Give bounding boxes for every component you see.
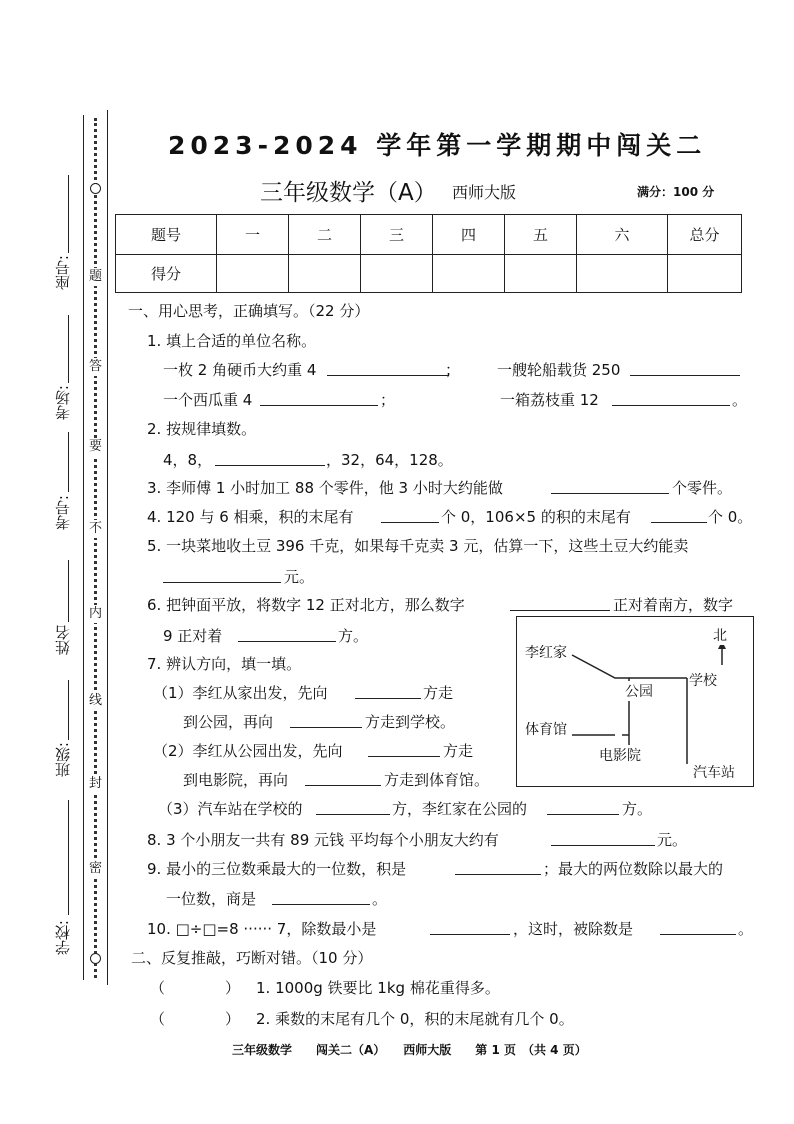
binding-hole-top [90, 183, 101, 194]
q1-text: 1. 填上合适的单位名称。 [147, 332, 317, 350]
seal-char-1: 题 [89, 269, 103, 284]
section2-heading: 二、反复推敲，巧断对错。（10 分） [131, 949, 373, 967]
score-cell[interactable] [433, 255, 505, 293]
score-cell[interactable] [217, 255, 289, 293]
school-line [68, 800, 69, 915]
seat-line [68, 175, 69, 253]
exam-subject: 三年级数学（A） [260, 180, 437, 206]
q9a-blank[interactable] [455, 874, 541, 875]
q4a-text: 4. 120 与 6 相乘，积的末尾有 [147, 508, 354, 526]
q1c-text: 一个西瓜重 4 [163, 391, 253, 409]
q1a-end: ； [445, 361, 461, 379]
school-label: 学校: [54, 920, 72, 956]
q4b-blank[interactable] [651, 522, 707, 523]
seal-char-8: 密 [89, 861, 103, 876]
seat-label: 座号: [54, 255, 72, 291]
q1b-blank[interactable] [630, 375, 740, 376]
q10b-blank[interactable] [660, 934, 736, 935]
seal-char-3: 要 [89, 439, 103, 454]
q10a-blank[interactable] [430, 934, 510, 935]
class-line [68, 680, 69, 740]
q5-text: 5. 一块菜地收土豆 396 千克，如果每千克卖 3 元，估算一下，这些土豆大约能卖 [147, 537, 689, 555]
q7-2b-text: 到电影院，再向 [183, 771, 289, 789]
map-bus-label: 汽车站 [693, 762, 735, 782]
score-header-cell: 二 [289, 215, 361, 255]
q7-2b-blank[interactable] [305, 785, 381, 786]
q9c-text: 一位数，商是 [166, 890, 257, 908]
binding-hole-bottom [90, 953, 101, 964]
direction-map [516, 616, 754, 787]
q7-2b-end: 方走到体育馆。 [384, 771, 490, 789]
q8-end: 元。 [657, 831, 688, 849]
page-footer: 三年级数学 闯关二（A） 西师大版 第 1 页 （共 4 页） [232, 1043, 587, 1057]
q7-1a-blank[interactable] [355, 698, 421, 699]
score-cell[interactable] [668, 255, 742, 293]
q7-3b-text: 方，李红家在公园的 [392, 800, 528, 818]
q7-2a-text: （2）李红从公园出发，先向 [153, 742, 343, 760]
binding-line-left [83, 115, 84, 980]
name-label: 姓名 [54, 625, 72, 655]
map-north-label: 北 [713, 625, 727, 645]
seal-char-7: 封 [89, 776, 103, 791]
score-header-cell: 六 [577, 215, 668, 255]
room-label: 考场: [54, 385, 72, 421]
q1d-text: 一箱荔枝重 12 [500, 391, 599, 409]
q7-3b-blank[interactable] [547, 814, 619, 815]
q7-1a-end: 方走 [423, 684, 454, 702]
seal-char-4: 不 [89, 521, 103, 536]
q9c-blank[interactable] [272, 904, 370, 905]
room-line [68, 315, 69, 383]
q7-2a-blank[interactable] [368, 756, 440, 757]
q7-1b-blank[interactable] [290, 727, 362, 728]
q1a-blank[interactable] [327, 375, 449, 376]
map-school-label: 学校 [689, 670, 717, 690]
q4-end: 个 0。 [708, 508, 753, 526]
score-table [115, 214, 742, 293]
score-row-label: 得分 [116, 255, 217, 293]
q7-1a-text: （1）李红从家出发，先向 [153, 684, 328, 702]
exam-title: 2023-2024 学年第一学期期中闯关二 [168, 131, 707, 160]
score-header-cell: 五 [505, 215, 577, 255]
q6c-text: 9 正对着 [163, 627, 223, 645]
q3-blank[interactable] [551, 493, 669, 494]
judge-item-1: 1. 1000g 铁要比 1kg 棉花重得多。 [256, 979, 500, 997]
seal-char-6: 线 [89, 693, 103, 708]
score-header-cell: 四 [433, 215, 505, 255]
score-header-cell: 三 [361, 215, 433, 255]
q2-text: 2. 按规律填数。 [147, 420, 257, 438]
q2a-end: ，32，64，128。 [326, 451, 453, 469]
q7-3a-text: （3）汽车站在学校的 [158, 800, 303, 818]
q7-1b-text: 到公园，再向 [183, 713, 274, 731]
q10a-text: 10. □÷□=8 ······ 7，除数最小是 [147, 920, 377, 938]
q9-end: 。 [372, 890, 388, 908]
exam-edition: 西师大版 [452, 183, 517, 202]
seal-char-2: 答 [89, 359, 103, 374]
q3-text: 3. 李师傅 1 小时加工 88 个零件，他 3 小时大约能做 [147, 479, 503, 497]
q8-blank[interactable] [551, 845, 655, 846]
q5-end: 元。 [284, 568, 315, 586]
binding-line-right [107, 110, 108, 985]
judge-item-2: 2. 乘数的末尾有几个 0，积的末尾就有几个 0。 [256, 1010, 574, 1028]
q5-blank[interactable] [163, 582, 281, 583]
q9a-text: 9. 最小的三位数乘最大的一位数，积是 [147, 860, 407, 878]
q8-text: 8. 3 个小朋友一共有 89 元钱 平均每个小朋友大约有 [147, 831, 499, 849]
score-cell[interactable] [289, 255, 361, 293]
score-header-cell: 题号 [116, 215, 217, 255]
section1-heading: 一、用心思考，正确填写。（22 分） [128, 302, 370, 320]
number-line [68, 432, 69, 492]
q7-1b-end: 方走到学校。 [365, 713, 456, 731]
q1b-text: 一艘轮船载货 250 [497, 361, 621, 379]
score-cell[interactable] [361, 255, 433, 293]
q6-end: 方。 [338, 627, 369, 645]
map-park-label: 公园 [625, 681, 653, 701]
q3-end: 个零件。 [672, 479, 733, 497]
q1c-end: ； [380, 391, 396, 409]
number-label: 考号: [54, 495, 72, 531]
q1d-end: 。 [732, 391, 748, 409]
q2a-text: 4，8， [163, 451, 213, 469]
class-label: 班级: [54, 742, 72, 778]
q7-3-end: 方。 [622, 800, 653, 818]
q6a-text: 6. 把钟面平放，将数字 12 正对北方，那么数字 [147, 596, 465, 614]
q6b-text: 正对着南方，数字 [613, 596, 734, 614]
q4b-text: 个 0，106×5 的积的末尾有 [441, 508, 631, 526]
q7-2a-end: 方走 [443, 742, 474, 760]
score-header-cell: 总分 [668, 215, 742, 255]
q7-text: 7. 辨认方向，填一填。 [147, 655, 302, 673]
score-cell[interactable] [577, 255, 668, 293]
q6a-blank[interactable] [510, 610, 610, 611]
q7-3a-blank[interactable] [316, 814, 390, 815]
q4a-blank[interactable] [381, 522, 439, 523]
q9b-text: ；最大的两位数除以最大的 [543, 860, 724, 878]
binding-dotted-line [94, 118, 97, 978]
q10b-text: ，这时，被除数是 [513, 920, 634, 938]
q10-end: 。 [738, 920, 754, 938]
map-home-label: 李红家 [525, 642, 567, 662]
q6c-blank[interactable] [238, 641, 336, 642]
judge-paren-1[interactable]: （ ） [150, 979, 241, 997]
score-header-cell: 一 [217, 215, 289, 255]
map-cinema-label: 电影院 [599, 745, 641, 765]
judge-paren-2[interactable]: （ ） [150, 1010, 241, 1028]
q1a-text: 一枚 2 角硬币大约重 4 [163, 361, 317, 379]
full-score: 满分：100 分 [637, 185, 715, 199]
q1d-blank[interactable] [612, 405, 730, 406]
seal-char-5: 内 [89, 606, 103, 621]
name-line [68, 560, 69, 622]
q2-blank[interactable] [215, 465, 325, 466]
map-gym-label: 体育馆 [525, 719, 567, 739]
q1c-blank[interactable] [260, 405, 378, 406]
score-cell[interactable] [505, 255, 577, 293]
